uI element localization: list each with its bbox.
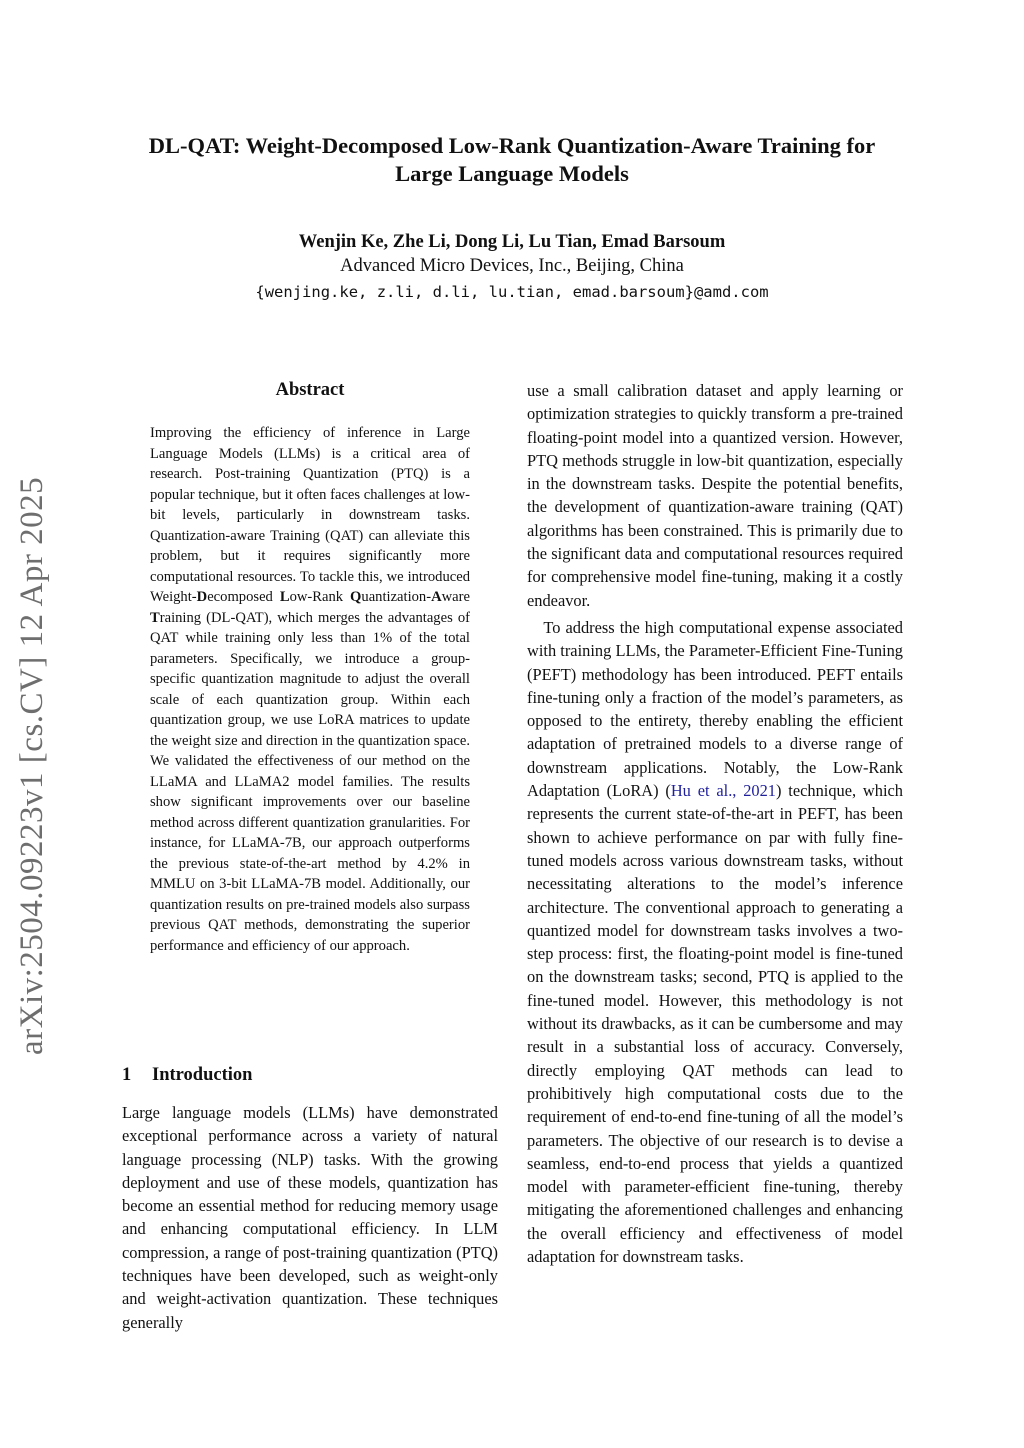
abstract-bold-l: L (279, 589, 290, 605)
paper-title (100, 132, 924, 188)
abstract-text-4: uantization- (361, 589, 432, 605)
abstract-text-1: Improving the efficiency of inference in Large Language Models (LLMs) is a critical area of research. Post-training Quantization (PTQ) is a popular technique, but it often faces challenges at low-bit levels, particularly in downstream tasks. Quantization-aware Training (QAT) can alleviate this problem, but it requires significantly more computational resources. To tackle this, we introduced Weight- (150, 425, 470, 605)
email[interactable]: {wenjing.ke, z.li, d.li, lu.tian, emad.barsoum}@amd.com (255, 283, 769, 301)
citation-link[interactable]: Hu et al., 2021 (670, 781, 776, 801)
intro-p2-text-a: To address the high computational expense associated with training LLMs, the Parameter-Efficient Fine-Tuning (PEFT) methodology has been introduced. PEFT entails fine-tuning only a fraction of the model’s parameters, as opposed to the entirety, thereby enabling the efficient adaptation of pretrained models to a diverse range of downstream applications. Notably, the Low-Rank Adaptation (LoRA) ( (527, 617, 903, 801)
abstract-bold-a: A (431, 589, 442, 605)
section-heading-introduction (122, 1063, 498, 1087)
section-number: 1 (122, 1065, 132, 1085)
abstract-bold-d: D (196, 589, 208, 605)
abstract-text-6: raining (DL-QAT), which merges the advantages of QAT while training only less than 1% of the total parameters. Specifically, we introduce a group-specific quantization magnitude to adjust the overall scale of each quantization group. Within each quantization group, we use LoRA matrices to update the weight size and direction in the quantization space. We validated the effectiveness of our method on the LLaMA and LLaMA2 model families. The results show significant improvements over our baseline method across different quantization granularities. For instance, for LLaMA-7B, our approach outperforms the previous state-of-the-art method by 4.2% in MMLU on 3-bit LLaMA-7B model. Additionally, our quantization results on pre-trained models also surpass previous QAT methods, demonstrating the superior performance and efficiency of our approach. (150, 609, 470, 954)
intro-left-column (122, 1101, 498, 1334)
intro-paragraph-1: Large language models (LLMs) have demonstrated exceptional performance across a variety of natural language processing (NLP) tasks. With the growing deployment and use of these models, quantization has become an essential method for reducing memory usage and enhancing computational efficiency. In LLM compression, a range of post-training quantization (PTQ) techniques have been developed, such as weight-only and weight-activation quantization. These techniques generally (122, 1103, 498, 1332)
abstract-text-2: ecomposed (207, 589, 280, 605)
abstract-bold-t: T (150, 609, 160, 626)
title-line-2: Large Language Models (395, 161, 629, 186)
title-line-1: DL-QAT: Weight-Decomposed Low-Rank Quantization-Aware Training for (148, 133, 876, 158)
authors: Wenjin Ke, Zhe Li, Dong Li, Lu Tian, Emad Barsoum (298, 232, 726, 252)
abstract-bold-q: Q (350, 589, 362, 605)
abstract-body (150, 423, 470, 956)
intro-p2-text-b: ) technique, which represents the current state-of-the-art in PEFT, has been shown to achieve performance on par with fully fine-tuned models across various downstream tasks, without necessitating alterations to the model’s inference architecture. The conventional approach to generating a quantized model for downstream tasks involves a two-step process: first, the floating-point model is fine-tuned on the downstream tasks; second, PTQ is applied to the fine-tuned model. However, this methodology is not without its drawbacks, as it can be cumbersome and may result in a substantial loss of accuracy. Conversely, directly employing QAT methods can lead to prohibitively high computational costs due to the requirement of end-to-end fine-tuning of all the model’s parameters. The objective of our research is to devise a seamless, end-to-end process that yields a quantized model with parameter-efficient fine-tuning, thereby mitigating the aforementioned challenges and enhancing the overall efficiency and effectiveness of model adaptation for downstream tasks. (527, 781, 903, 1266)
abstract-text-5: ware (441, 589, 470, 605)
abstract-text-3: ow-Rank (289, 589, 351, 605)
abstract-heading: Abstract (275, 380, 345, 400)
intro-paragraph-1-continued: use a small calibration dataset and apply learning or optimization strategies to quickly transform a pre-trained floating-point model into a quantized version. However, PTQ methods struggle in low-bit quantization, especially in the downstream tasks. Despite the potential benefits, the development of quantization-aware training (QAT) algorithms has been constrained. This is primarily due to the significant data and computational resources required for comprehensive model fine-tuning, making it a costly endeavor. (527, 381, 903, 610)
intro-paragraph-2 (527, 616, 903, 1268)
arxiv-stamp: arXiv:2504.09223v1 [cs.CV] 12 Apr 2025 (14, 476, 50, 1055)
intro-right-column (527, 379, 903, 1268)
section-title: Introduction (152, 1065, 253, 1085)
affiliation: Advanced Micro Devices, Inc., Beijing, China (340, 256, 684, 276)
